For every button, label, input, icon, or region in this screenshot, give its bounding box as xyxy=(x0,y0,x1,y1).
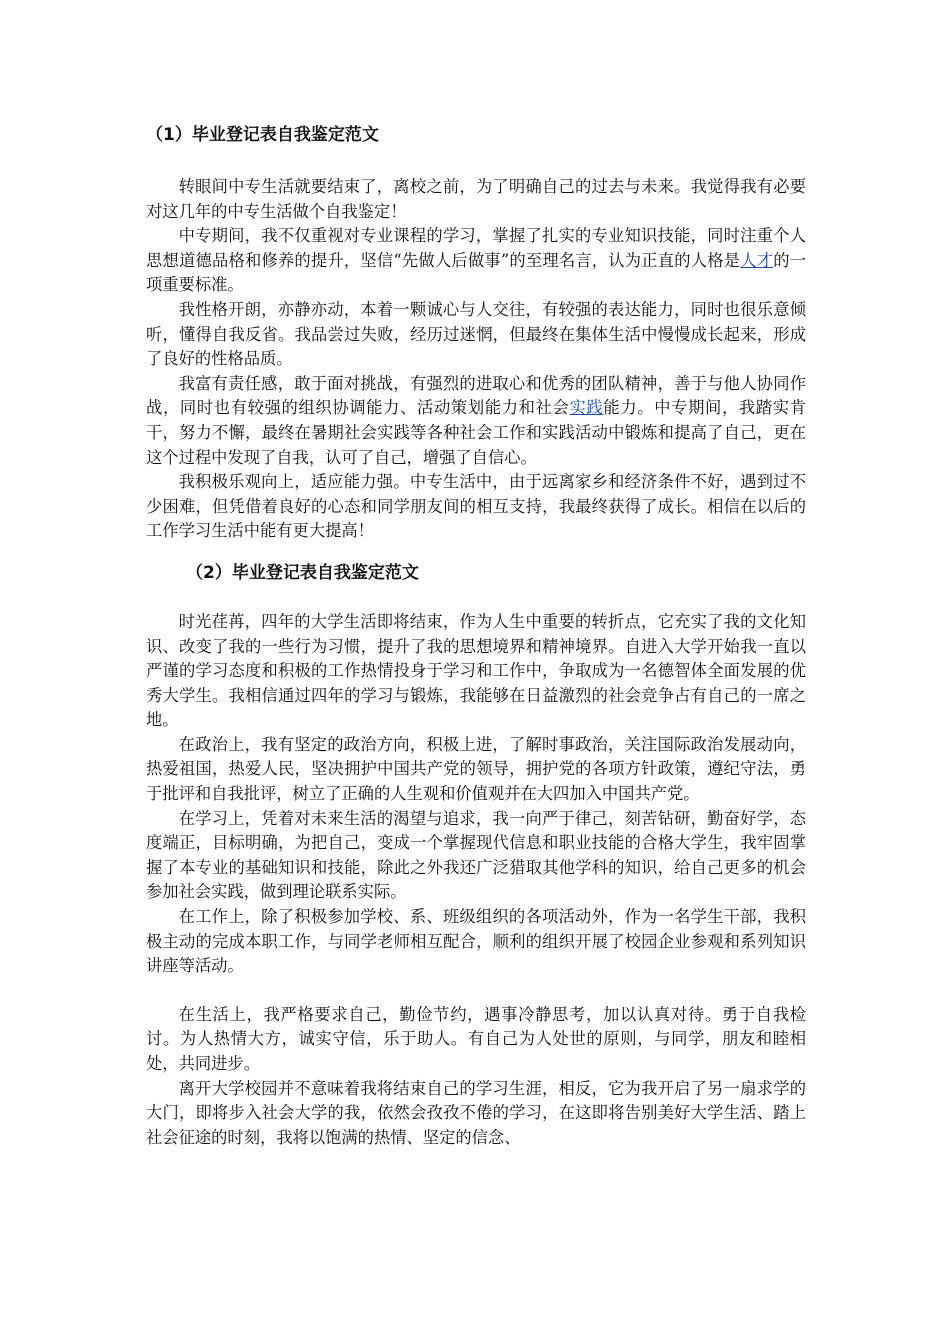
link-rencai[interactable]: 人才 xyxy=(740,250,774,270)
section1-paragraph-5: 我积极乐观向上，适应能力强。中专生活中，由于远离家乡和经济条件不好，遇到过不少困难，但凭借着良好的心态和同学朋友间的相互支持，我最终获得了成长。相信在以后的工作学习生活中能有更大提高！ xyxy=(146,472,806,541)
section2-paragraph-5: 在生活上，我严格要求自己，勤俭节约，遇事冷静思考，加以认真对待。勇于自我检讨。为人热情大方，诚实守信，乐于助人。有自己为人处世的原则，与同学，朋友和睦相处，共同进步。 xyxy=(146,1004,806,1073)
section2-paragraph-6: 离开大学校园并不意味着我将结束自己的学习生涯，相反，它为我开启了另一扇求学的大门，即将步入社会大学的我，依然会孜孜不倦的学习，在这即将告别美好大学生活、踏上社会征途的时刻，我将以饱满的热情、坚定的信念、 xyxy=(146,1078,806,1147)
document-body xyxy=(146,122,806,1150)
paragraph-text: 能力。中专期间，我踏实肯干，努力不懈，最终在暑期社会实践等各种社会工作和实践活动中锻炼和提高了自己，更在这个过程中发现了自我，认可了自己，增强了自信心。 xyxy=(146,398,806,467)
section1-paragraph-1: 转眼间中专生活就要结束了，离校之前，为了明确自己的过去与未来。我觉得我有必要对这几年的中专生活做个自我鉴定！ xyxy=(146,177,806,221)
section2-paragraph-4: 在工作上，除了积极参加学校、系、班级组织的各项活动外，作为一名学生干部，我积极主动的完成本职工作，与同学老师相互配合，顺利的组织开展了校园企业参观和系列知识讲座等活动。 xyxy=(146,907,806,976)
section1-paragraph-3: 我性格开朗，亦静亦动，本着一颗诚心与人交往，有较强的表达能力，同时也很乐意倾听，懂得自我反省。我品尝过失败，经历过迷惘，但最终在集体生活中慢慢成长起来，形成了良好的性格品质。 xyxy=(146,299,806,369)
section2-paragraph-3: 在学习上，凭着对未来生活的渴望与追求，我一向严于律己，刻苦钻研，勤奋好学，态度端正，目标明确，为把自己，变成一个掌握现代信息和职业技能的合格大学生，我牢固掌握了本专业的基础知识和技能，除此之外我还广泛猎取其他学科的知识，给自己更多的机会参加社会实践，做到理论联系实际。 xyxy=(146,808,806,902)
section2-paragraph-1: 时光荏苒，四年的大学生活即将结束，作为人生中重要的转折点，它充实了我的文化知识、改变了我的一些行为习惯，提升了我的思想境界和精神境界。自进入大学开始我一直以严谨的学习态度和积极的工作热情投身于学习和工作中，争取成为一名德智体全面发展的优秀大学生。我相信通过四年的学习与锻炼，我能够在日益激烈的社会竞争占有自己的一席之地。 xyxy=(146,611,806,730)
paragraph-text: 中专期间，我不仅重视对专业课程的学习，掌握了扎实的专业知识技能，同时注重个人思想道德品格和修养的提升，坚信“先做人后做事”的至理名言，认为正直的人格是 xyxy=(146,226,806,270)
section1-paragraph-4 xyxy=(146,372,806,470)
section2-heading: （2）毕业登记表自我鉴定范文 xyxy=(186,562,419,583)
section2-paragraph-2: 在政治上，我有坚定的政治方向，积极上进，了解时事政治，关注国际政治发展动向，热爱祖国，热爱人民，坚决拥护中国共产党的领导，拥护党的各项方针政策，遵纪守法，勇于批评和自我批评，树立了正确的人生观和价值观并在大四加入中国共产党。 xyxy=(146,734,806,804)
link-shijian[interactable]: 实践 xyxy=(569,398,604,418)
section1-heading: （1）毕业登记表自我鉴定范文 xyxy=(146,125,379,145)
paragraph-text: 我富有责任感，敢于面对挑战，有强烈的进取心和优秀的团队精神，善于与他人协同作战，同时也有较强的组织协调能力、活动策划能力和社会 xyxy=(146,373,806,418)
paragraph-text: 的一项重要标准。 xyxy=(146,250,806,295)
section1-paragraph-2 xyxy=(146,224,806,298)
